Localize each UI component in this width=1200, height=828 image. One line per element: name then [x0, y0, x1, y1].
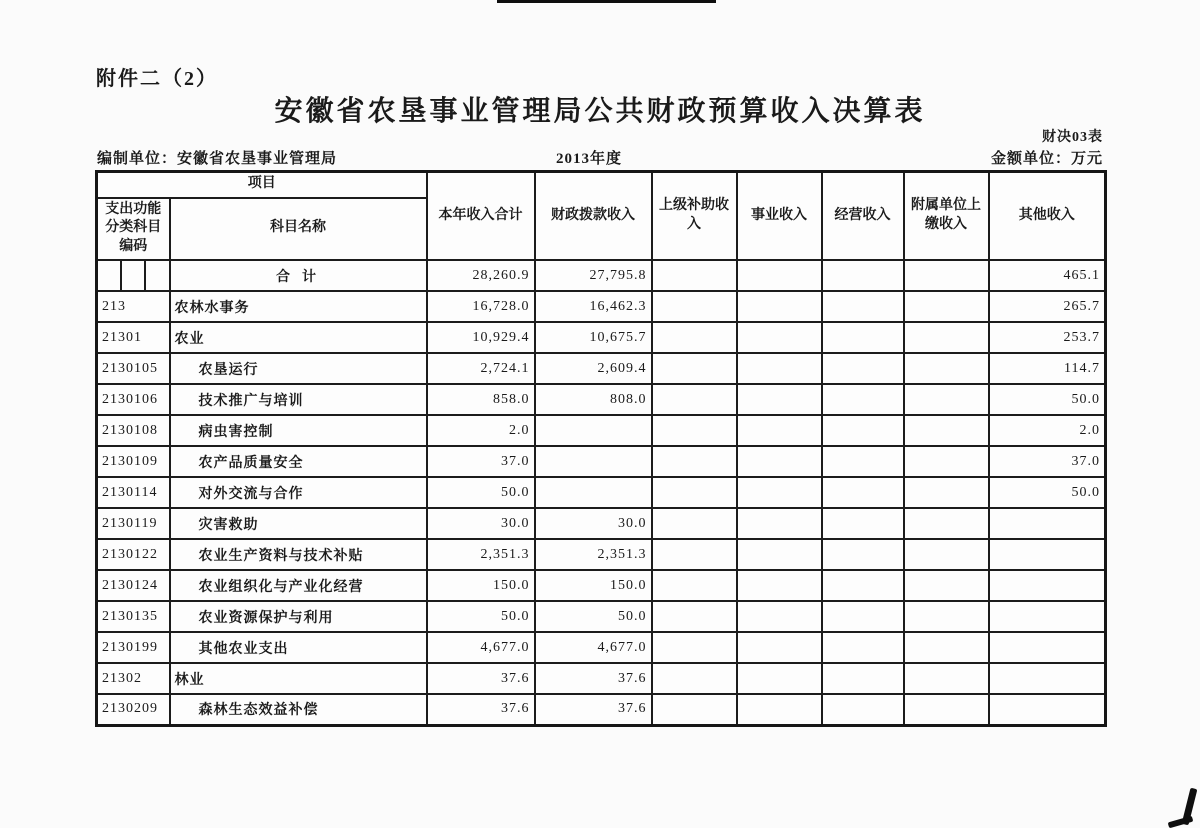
cell-amount: [737, 353, 822, 384]
table-row: [97, 260, 1106, 291]
cell-amount: 2,724.1: [427, 353, 535, 384]
cell-function-code: 2130108: [97, 415, 170, 446]
cell-function-code: [97, 260, 170, 291]
cell-amount: [737, 601, 822, 632]
amount-unit: 金额单位：万元: [990, 151, 1103, 167]
cell-subject-name: 林业: [170, 663, 427, 694]
table-row: [97, 539, 1106, 570]
cell-amount: 37.0: [989, 446, 1106, 477]
cell-subject-name: 农垦运行: [170, 353, 427, 384]
cell-amount: [904, 539, 989, 570]
cell-amount: 50.0: [535, 601, 652, 632]
cell-amount: [904, 570, 989, 601]
table-row: [97, 663, 1106, 694]
cell-amount: [822, 694, 904, 725]
table-row: [97, 322, 1106, 353]
cell-amount: [822, 508, 904, 539]
table-row: [97, 353, 1106, 384]
prepared-by-value: 安徽省农垦事业管理局: [177, 151, 338, 167]
cell-amount: [904, 663, 989, 694]
table-row: [97, 291, 1106, 322]
cell-amount: [737, 291, 822, 322]
cell-function-code: 2130135: [97, 601, 170, 632]
cell-amount: [822, 260, 904, 291]
table-row: [97, 570, 1106, 601]
cell-amount: 4,677.0: [427, 632, 535, 663]
cell-amount: [822, 384, 904, 415]
cell-amount: [535, 415, 652, 446]
meta-row: [0, 147, 1200, 167]
cell-amount: 30.0: [427, 508, 535, 539]
cell-amount: [904, 384, 989, 415]
table-row: [97, 508, 1106, 539]
table-header: [97, 172, 1106, 261]
cell-amount: [737, 477, 822, 508]
cell-amount: [737, 415, 822, 446]
table-row: [97, 694, 1106, 725]
cell-amount: [904, 446, 989, 477]
cell-amount: [822, 601, 904, 632]
cell-amount: 50.0: [989, 384, 1106, 415]
header-project: 项目: [97, 172, 427, 198]
cell-amount: [904, 632, 989, 663]
cell-amount: 150.0: [535, 570, 652, 601]
cell-function-code: 2130122: [97, 539, 170, 570]
cell-amount: 27,795.8: [535, 260, 652, 291]
cell-amount: [989, 663, 1106, 694]
header-col-total-income: 本年收入合计: [427, 172, 535, 261]
cell-amount: [737, 663, 822, 694]
cell-amount: [904, 601, 989, 632]
table-body: [97, 260, 1106, 725]
cell-amount: [535, 477, 652, 508]
cell-amount: 16,462.3: [535, 291, 652, 322]
cell-amount: [652, 446, 737, 477]
cell-function-code: 21301: [97, 322, 170, 353]
cell-amount: [989, 694, 1106, 725]
cell-subject-name: 其他农业支出: [170, 632, 427, 663]
cell-amount: 16,728.0: [427, 291, 535, 322]
cell-amount: 10,929.4: [427, 322, 535, 353]
table-row: [97, 632, 1106, 663]
cell-amount: [652, 353, 737, 384]
cell-amount: 858.0: [427, 384, 535, 415]
cell-subject-name: 农业资源保护与利用: [170, 601, 427, 632]
form-code-label: 财决03表: [1042, 130, 1103, 145]
cell-amount: [822, 632, 904, 663]
cell-amount: [652, 260, 737, 291]
cell-amount: 30.0: [535, 508, 652, 539]
cell-subject-name: 农业生产资料与技术补贴: [170, 539, 427, 570]
cell-amount: [822, 353, 904, 384]
cell-function-code: 2130109: [97, 446, 170, 477]
cell-amount: [737, 570, 822, 601]
scan-artifact-top-line: [497, 0, 716, 3]
cell-amount: 2.0: [427, 415, 535, 446]
cell-amount: [904, 260, 989, 291]
cell-amount: [989, 570, 1106, 601]
cell-amount: 808.0: [535, 384, 652, 415]
cell-amount: [652, 322, 737, 353]
cell-function-code: 21302: [97, 663, 170, 694]
cell-amount: [904, 694, 989, 725]
cell-subject-name: 灾害救助: [170, 508, 427, 539]
cell-amount: [904, 322, 989, 353]
code-subcell-divider: [144, 260, 146, 291]
table-row: [97, 477, 1106, 508]
table-row: [97, 415, 1106, 446]
cell-amount: 37.6: [427, 663, 535, 694]
cell-amount: [737, 694, 822, 725]
cell-amount: [904, 508, 989, 539]
prepared-by: [97, 147, 337, 168]
cell-amount: 4,677.0: [535, 632, 652, 663]
cell-amount: [652, 694, 737, 725]
cell-amount: 114.7: [989, 353, 1106, 384]
cell-amount: [652, 415, 737, 446]
header-subject-name: 科目名称: [170, 198, 427, 261]
cell-subject-name: 病虫害控制: [170, 415, 427, 446]
cell-amount: 2,351.3: [427, 539, 535, 570]
cell-function-code: 2130106: [97, 384, 170, 415]
header-col-subordinate-remittance: 附属单位上缴收入: [904, 172, 989, 261]
cell-amount: [535, 446, 652, 477]
cell-function-code: 2130105: [97, 353, 170, 384]
cell-amount: 150.0: [427, 570, 535, 601]
header-col-business-income: 事业收入: [737, 172, 822, 261]
cell-amount: [652, 539, 737, 570]
cell-amount: [822, 663, 904, 694]
cell-amount: [822, 570, 904, 601]
cell-amount: [822, 477, 904, 508]
page-title: 安徽省农垦事业管理局公共财政预算收入决算表: [274, 96, 926, 127]
cell-amount: [652, 632, 737, 663]
cell-amount: [822, 539, 904, 570]
cell-subject-name: 合计: [170, 260, 427, 291]
table-row: [97, 384, 1106, 415]
cell-amount: 265.7: [989, 291, 1106, 322]
cell-amount: 28,260.9: [427, 260, 535, 291]
cell-amount: 50.0: [427, 477, 535, 508]
cell-amount: 37.6: [427, 694, 535, 725]
cell-subject-name: 农业组织化与产业化经营: [170, 570, 427, 601]
scan-artifact-corner-mark: [1168, 816, 1194, 828]
cell-amount: [737, 508, 822, 539]
cell-amount: [652, 508, 737, 539]
prepared-by-label: 编制单位：: [97, 151, 178, 167]
cell-amount: [904, 477, 989, 508]
cell-amount: [989, 539, 1106, 570]
cell-subject-name: 森林生态效益补偿: [170, 694, 427, 725]
cell-amount: [822, 322, 904, 353]
fiscal-year: 2013年度: [556, 151, 623, 167]
cell-amount: [652, 601, 737, 632]
cell-amount: [737, 632, 822, 663]
cell-subject-name: 农业: [170, 322, 427, 353]
header-function-code: 支出功能分类科目编码: [97, 198, 170, 261]
header-col-fiscal-appropriation: 财政拨款收入: [535, 172, 652, 261]
cell-amount: [989, 508, 1106, 539]
header-col-operating-income: 经营收入: [822, 172, 904, 261]
cell-amount: [822, 291, 904, 322]
cell-amount: [737, 384, 822, 415]
cell-function-code: 213: [97, 291, 170, 322]
cell-amount: [652, 477, 737, 508]
cell-amount: [737, 322, 822, 353]
table-row: [97, 446, 1106, 477]
revenue-table: [95, 170, 1107, 727]
cell-amount: [822, 415, 904, 446]
cell-amount: 37.6: [535, 663, 652, 694]
cell-amount: [652, 291, 737, 322]
table-row: [97, 601, 1106, 632]
cell-subject-name: 农产品质量安全: [170, 446, 427, 477]
cell-amount: 2,609.4: [535, 353, 652, 384]
cell-function-code: 2130119: [97, 508, 170, 539]
cell-amount: 10,675.7: [535, 322, 652, 353]
cell-amount: [904, 291, 989, 322]
header-col-other-income: 其他收入: [989, 172, 1106, 261]
cell-subject-name: 对外交流与合作: [170, 477, 427, 508]
cell-amount: 465.1: [989, 260, 1106, 291]
cell-subject-name: 技术推广与培训: [170, 384, 427, 415]
cell-amount: [904, 415, 989, 446]
header-col-superior-subsidy: 上级补助收入: [652, 172, 737, 261]
cell-amount: [822, 446, 904, 477]
cell-function-code: 2130124: [97, 570, 170, 601]
cell-amount: [904, 353, 989, 384]
cell-amount: [652, 663, 737, 694]
cell-amount: 2.0: [989, 415, 1106, 446]
cell-amount: 2,351.3: [535, 539, 652, 570]
attachment-label: 附件二（2）: [96, 68, 218, 90]
code-subcell-divider: [120, 260, 122, 291]
cell-amount: [652, 570, 737, 601]
cell-function-code: 2130199: [97, 632, 170, 663]
cell-amount: 37.0: [427, 446, 535, 477]
cell-amount: [737, 539, 822, 570]
cell-function-code: 2130209: [97, 694, 170, 725]
cell-amount: [989, 632, 1106, 663]
cell-function-code: 2130114: [97, 477, 170, 508]
cell-amount: [652, 384, 737, 415]
cell-amount: 37.6: [535, 694, 652, 725]
cell-amount: [989, 601, 1106, 632]
cell-amount: [737, 446, 822, 477]
cell-subject-name: 农林水事务: [170, 291, 427, 322]
cell-amount: [737, 260, 822, 291]
cell-amount: 50.0: [427, 601, 535, 632]
cell-amount: 50.0: [989, 477, 1106, 508]
cell-amount: 253.7: [989, 322, 1106, 353]
